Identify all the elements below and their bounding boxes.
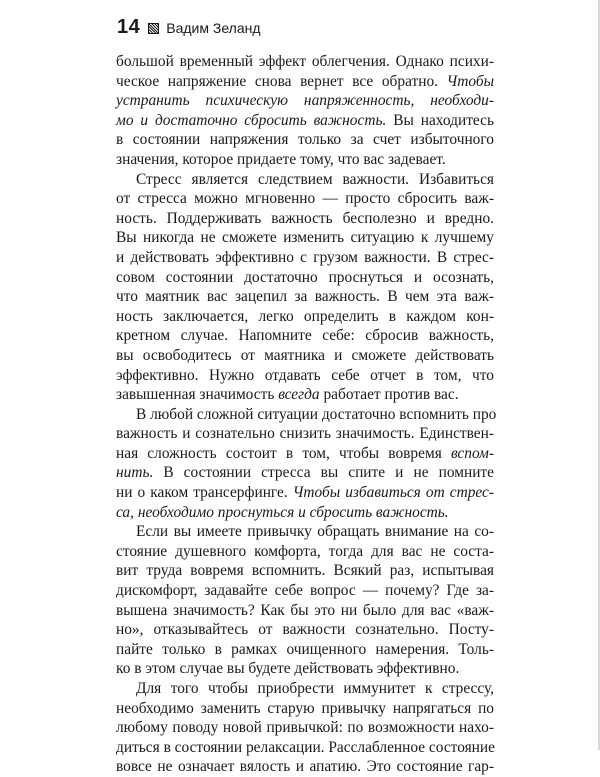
text-run: работает против вас. — [319, 386, 459, 404]
text-line: большой временный эффект облегчения. Однако психи- — [116, 53, 494, 70]
text-line — [116, 111, 494, 131]
text-line: необходимо заменить старую привычку напрягаться по — [116, 699, 494, 717]
text-run: Вы находитесь — [386, 111, 494, 129]
text-line: что маятник вас зацепил за важность. В чем эта важ- — [116, 288, 494, 306]
text-line: любому поводу новой привычкой: по возможности нахо- — [116, 719, 494, 737]
running-author: Вадим Зеланд — [166, 19, 261, 36]
text-line: вовсе не означает вялость и апатию. Это состояние гар- — [116, 758, 494, 776]
text-line — [116, 463, 494, 483]
text-line: ко в этом случае вы будете действовать эффективно. — [116, 660, 460, 678]
text-line: вышена значимость? Как бы это ни было для вас «важ- — [116, 601, 494, 619]
emphasis: мо и достаточно сбросить важность. — [116, 111, 387, 129]
text-line: Для того чтобы приобрести иммунитет к стрессу, — [136, 680, 494, 697]
separator-square-icon — [148, 23, 159, 34]
text-line — [116, 72, 494, 92]
emphasis: са, необходимо проснуться и сбросить важность. — [116, 503, 449, 521]
text-line: но», отказывайтесь от важности сознательно. Посту- — [116, 621, 494, 639]
text-line: ность заключается, легко определить в каждом кон- — [116, 307, 494, 325]
text-line: Стресс является следствием важности. Избавиться — [136, 170, 494, 188]
emphasis: вспом- — [450, 444, 494, 462]
paragraph-2 — [116, 170, 494, 405]
text-line: от стресса можно мгновенно — просто сбросить важ- — [116, 190, 494, 208]
text-line: вы освободитесь от маятника и сможете действовать — [116, 346, 494, 364]
page-body — [116, 52, 497, 777]
running-header — [117, 16, 261, 39]
text-line: и действовать эффективно с грузом важности. В стрес- — [116, 248, 494, 266]
text-line: вит труда вовремя вспомнить. Всякий раз, испытывая — [116, 562, 494, 580]
emphasis: нить. — [116, 464, 154, 482]
paragraph-4 — [116, 522, 494, 679]
text-line — [116, 483, 494, 503]
text-line — [116, 444, 494, 464]
text-line: пайте только в рамках очищенного намерения. Толь- — [116, 640, 494, 658]
text-run: В состоянии стресса вы спите и не помните — [153, 464, 494, 482]
text-line: Вы никогда не сможете изменить ситуацию к лучшему — [116, 229, 494, 247]
text-line: Если вы имеете привычку обращать внимание на со- — [136, 523, 494, 541]
text-line: важность и сознательно снизить значимость. Единствен- — [116, 425, 494, 443]
text-line: ность. Поддерживать важность бесполезно и вредно. — [116, 209, 494, 227]
text-line: совом состоянии достаточно проснуться и осознать, — [116, 268, 494, 286]
page-number: 14 — [117, 16, 141, 38]
text-line: В любой сложной ситуации достаточно вспомнить про — [136, 405, 497, 423]
paragraph-5 — [116, 679, 494, 777]
text-run: ни о каком трансерфинге. — [116, 484, 293, 502]
text-line: стояние душевного комфорта, тогда для вас не соста- — [116, 542, 494, 560]
text-line: в состоянии напряжения только за счет избыточного — [116, 131, 494, 149]
emphasis: всегда — [278, 386, 320, 404]
text-line: диться в состоянии релаксации. Расслабленное состояние — [116, 738, 495, 756]
text-line: дискомфорт, задавайте себе вопрос — почему? Где за- — [116, 582, 494, 600]
text-line: кретном случае. Напомните себе: сбросив важность, — [116, 327, 494, 345]
text-line — [116, 503, 494, 523]
emphasis: Чтобы — [438, 72, 494, 90]
text-run: ная сложность состоит в том, чтобы вовремя — [116, 444, 451, 462]
text-run: завышенная значимость — [116, 386, 279, 404]
emphasis: устранить психическую напряженность, необходи- — [116, 92, 494, 110]
text-line — [116, 385, 494, 405]
text-run: ческое напряжение снова вернет все обратно. — [116, 72, 439, 90]
paragraph-3 — [116, 405, 497, 523]
text-line — [116, 91, 494, 111]
text-line: значения, которое придаете тому, что вас задевает. — [116, 150, 446, 168]
paragraph-1 — [116, 52, 494, 170]
emphasis: Чтобы избавиться от стрес- — [292, 484, 494, 502]
text-line: эффективно. Нужно отдавать себе отчет в том, что — [116, 366, 494, 384]
